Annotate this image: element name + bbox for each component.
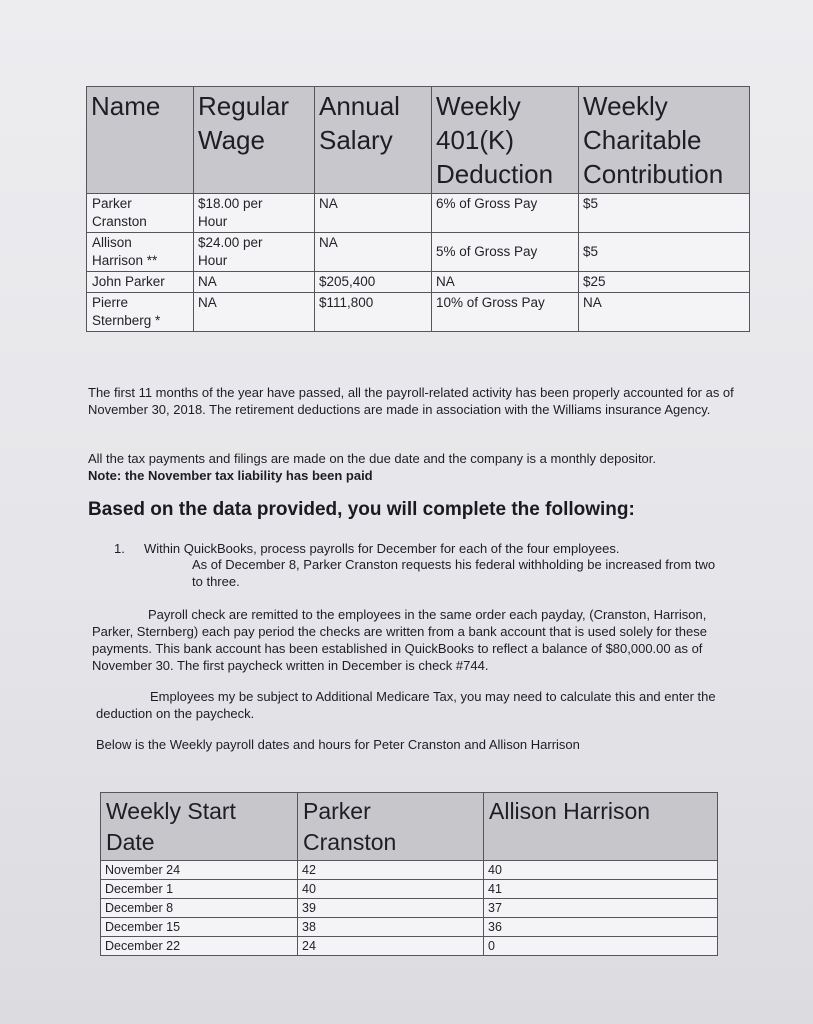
allison-hours: 41 [484,880,718,899]
employee-name: Pierre Sternberg * [87,293,194,332]
payroll-check-paragraph: Payroll check are remitted to the employees in the same order each payday, (Cranston, Harrison, Parker, Sternberg) each pay period the checks are written from a bank account that is used solely for these payments. This bank account has been established in QuickBooks to reflect a balance of $80,000.00 as of November 30. The first paycheck written in December is check #744. [92,607,707,673]
employee-wage: $18.00 per Hour [194,194,315,233]
parker-hours: 24 [298,937,484,956]
header-annual-salary: Annual Salary [315,87,432,194]
intro-paragraph: The first 11 months of the year have passed, all the payroll-related activity has been properly accounted for as of November 30, 2018. The retirement deductions are made in association with the Williams insurance Agency. [88,385,734,417]
table-row [101,937,718,956]
employee-wage: NA [194,293,315,332]
employee-name: John Parker [87,272,194,293]
table-row [87,194,750,233]
instruction-item-1 [114,540,734,557]
table-row [101,918,718,937]
item-number: 1. [114,541,125,556]
header-name: Name [87,87,194,194]
employee-salary: NA [315,194,432,233]
table-row [101,861,718,880]
employee-charity: NA [579,293,750,332]
table-row [101,899,718,918]
week-date: December 15 [101,918,298,937]
employee-salary: NA [315,233,432,272]
parker-hours: 40 [298,880,484,899]
employee-wage: NA [194,272,315,293]
employee-salary: $111,800 [315,293,432,332]
employee-charity: $5 [579,194,750,233]
employee-401k: 5% of Gross Pay [432,233,579,272]
employee-wage: $24.00 per Hour [194,233,315,272]
allison-hours: 36 [484,918,718,937]
header-weekly-401k: Weekly 401(K) Deduction [432,87,579,194]
week-date: December 1 [101,880,298,899]
allison-hours: 37 [484,899,718,918]
instruction-item-1-detail: As of December 8, Parker Cranston requests his federal withholding be increased from two to three. [192,557,716,589]
employee-table [86,86,750,332]
header-allison-harrison: Allison Harrison [484,793,718,861]
allison-hours: 0 [484,937,718,956]
item-text: Within QuickBooks, process payrolls for December for each of the four employees. [144,541,620,556]
tax-liability-note: Note: the November tax liability has been paid [88,468,373,483]
table-row [87,233,750,272]
header-week-start: Weekly Start Date [101,793,298,861]
employee-401k: 6% of Gross Pay [432,194,579,233]
parker-hours: 39 [298,899,484,918]
table-row [87,272,750,293]
week-date: December 22 [101,937,298,956]
employee-name: Parker Cranston [87,194,194,233]
parker-hours: 38 [298,918,484,937]
table-row [101,880,718,899]
header-weekly-charitable: Weekly Charitable Contribution [579,87,750,194]
employee-charity: $25 [579,272,750,293]
hours-table-header [101,793,718,861]
employee-salary: $205,400 [315,272,432,293]
employee-charity: $5 [579,233,750,272]
parker-hours: 42 [298,861,484,880]
allison-hours: 40 [484,861,718,880]
week-date: November 24 [101,861,298,880]
hours-table [100,792,718,956]
header-regular-wage: Regular Wage [194,87,315,194]
section-heading: Based on the data provided, you will complete the following: [88,499,635,520]
employee-401k: NA [432,272,579,293]
table-row [87,293,750,332]
week-date: December 8 [101,899,298,918]
hours-intro-paragraph: Below is the Weekly payroll dates and hours for Peter Cranston and Allison Harrison [96,737,580,752]
medicare-paragraph: Employees my be subject to Additional Medicare Tax, you may need to calculate this and enter the deduction on the paycheck. [96,689,716,721]
employee-401k: 10% of Gross Pay [432,293,579,332]
employee-name: Allison Harrison ** [87,233,194,272]
employee-table-header [87,87,750,194]
tax-payments-paragraph: All the tax payments and filings are made on the due date and the company is a monthly depositor. [88,451,657,466]
header-parker-cranston: Parker Cranston [298,793,484,861]
